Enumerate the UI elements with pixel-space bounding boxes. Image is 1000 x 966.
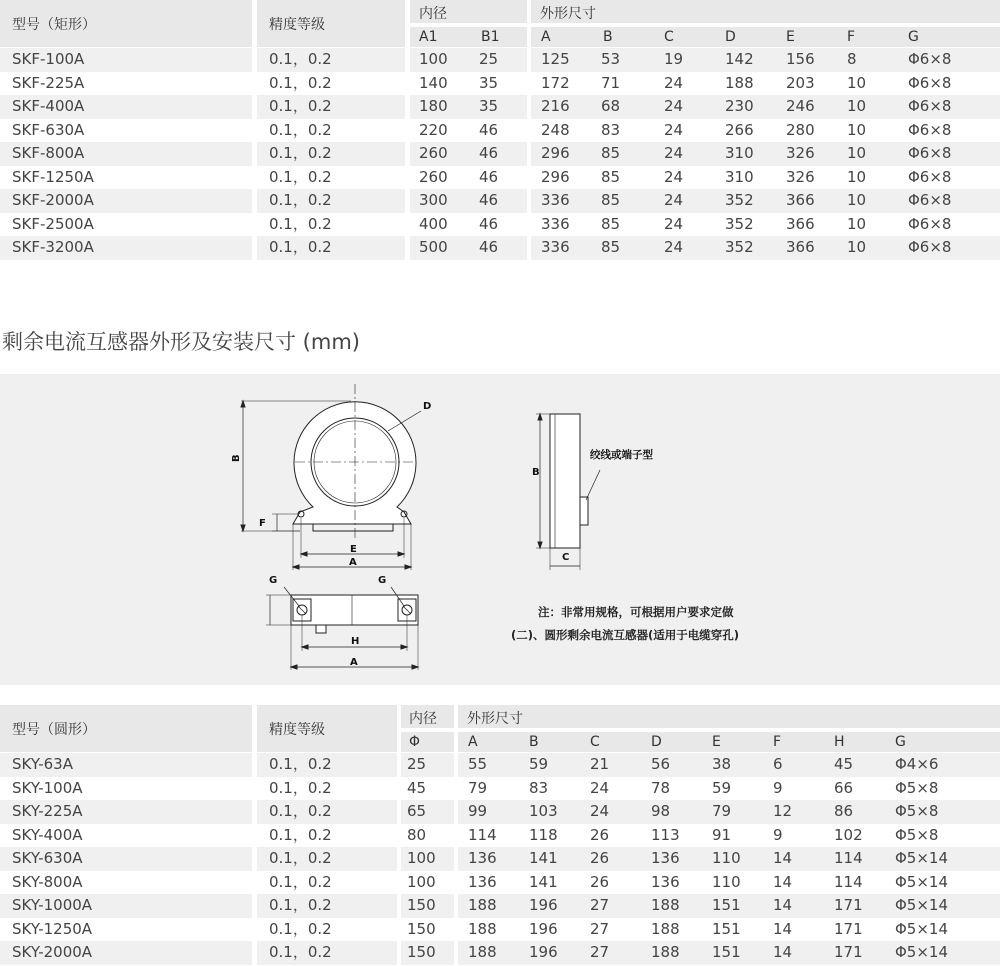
table-cell: 10: [847, 191, 867, 209]
table-cell: 38: [712, 755, 732, 773]
table-cell: 0.1，0.2: [269, 50, 332, 68]
header-inner: 内径: [409, 711, 437, 727]
table-cell: SKY-63A: [12, 755, 73, 773]
table-cell: SKY-2000A: [12, 943, 93, 961]
table-cell: 0.1，0.2: [269, 214, 332, 233]
table-cell: 0.1，0.2: [269, 120, 332, 139]
table-cell: 142: [725, 50, 754, 68]
table-cell: SKY-225A: [12, 802, 83, 820]
table-cell: 110: [712, 872, 741, 891]
table-cell: 26: [590, 825, 610, 844]
table-cell: 352: [725, 191, 754, 209]
table-cell: 53: [601, 50, 621, 68]
table-cell: 171: [834, 919, 863, 938]
table-cell: SKF-100A: [12, 50, 85, 68]
table-cell: 266: [725, 120, 754, 139]
table-cell: 85: [601, 238, 621, 256]
table-cell: 188: [468, 919, 497, 938]
table-cell: 114: [834, 872, 863, 891]
table-cell: SKY-100A: [12, 778, 83, 797]
header-accuracy: 精度等级: [269, 722, 325, 738]
table-row: [0, 777, 1000, 801]
table-cell: 366: [786, 191, 815, 209]
table-cell: 24: [664, 238, 684, 256]
table-cell: 102: [834, 825, 863, 844]
table-cell: Φ5×8: [895, 802, 939, 820]
label-d: D: [423, 401, 432, 412]
table-cell: 10: [847, 144, 867, 162]
table-cell: 0.1，0.2: [269, 73, 332, 92]
subheader-f: F: [847, 29, 856, 45]
subheader-d: D: [651, 734, 662, 750]
table-cell: 24: [664, 97, 684, 115]
table-row: [0, 48, 1000, 72]
table-cell: 24: [590, 802, 610, 820]
table-cell: 83: [601, 120, 621, 139]
subheader-phi: Φ: [409, 734, 421, 750]
table-cell: 0.1，0.2: [269, 943, 332, 961]
header-model: 型号（圆形）: [12, 722, 96, 738]
table-cell: 26: [590, 849, 610, 867]
ring-bottom-view: [291, 595, 418, 633]
table-cell: Φ6×8: [908, 191, 952, 209]
section-title: 剩余电流互感器外形及安装尺寸 (mm): [2, 330, 360, 354]
table-cell: SKF-2500A: [12, 214, 94, 233]
table-cell: 19: [664, 50, 684, 68]
table-cell: 0.1，0.2: [269, 238, 332, 256]
label-c: C: [562, 552, 570, 563]
table-cell: 25: [407, 755, 427, 773]
table-cell: 66: [834, 778, 854, 797]
table-cell: Φ5×14: [895, 919, 949, 938]
table-cell: 336: [541, 191, 570, 209]
diagram-panel: [0, 374, 1000, 685]
table-cell: 80: [407, 825, 427, 844]
table-cell: 0.1，0.2: [269, 919, 332, 938]
table-cell: 151: [712, 896, 741, 914]
label-e: E: [350, 544, 357, 555]
table-row: [0, 189, 1000, 213]
table-cell: 24: [664, 191, 684, 209]
table-cell: Φ4×6: [895, 755, 939, 773]
subheader-a1: A1: [419, 29, 438, 45]
table-cell: 0.1，0.2: [269, 755, 332, 773]
table-cell: 172: [541, 73, 570, 92]
table-cell: 8: [847, 50, 857, 68]
table-cell: 326: [786, 144, 815, 162]
table-cell: 336: [541, 214, 570, 233]
label-g-left: G: [269, 575, 278, 586]
table-cell: 280: [786, 120, 815, 139]
table-row: [0, 142, 1000, 166]
table-cell: 141: [529, 872, 558, 891]
table-cell: 35: [479, 97, 499, 115]
table-cell: Φ6×8: [908, 97, 952, 115]
table-cell: 0.1，0.2: [269, 896, 332, 914]
table-cell: 171: [834, 943, 863, 961]
table-cell: 180: [419, 97, 448, 115]
table-cell: 336: [541, 238, 570, 256]
label-b-side: B: [532, 467, 540, 478]
table-row: [0, 166, 1000, 190]
table-cell: Φ5×8: [895, 778, 939, 797]
table-cell: 46: [479, 167, 499, 186]
table-cell: 46: [479, 214, 499, 233]
subheader-e: E: [712, 734, 721, 750]
label-a-front: A: [349, 557, 357, 568]
table-cell: 46: [479, 191, 499, 209]
table-cell: 140: [419, 73, 448, 92]
table-row: [0, 95, 1000, 119]
table-row: [0, 72, 1000, 96]
table-cell: 110: [712, 849, 741, 867]
subheader-g: G: [895, 734, 906, 750]
header-outer-cell: [531, 0, 1000, 23]
table-row: [0, 753, 1000, 777]
table-cell: 0.1，0.2: [269, 802, 332, 820]
table-cell: 0.1，0.2: [269, 167, 332, 186]
table-cell: 310: [725, 167, 754, 186]
table-cell: 400: [419, 214, 448, 233]
table-cell: 91: [712, 825, 732, 844]
table-row: [0, 918, 1000, 942]
table-cell: Φ6×8: [908, 120, 952, 139]
table-cell: 150: [407, 896, 436, 914]
table-cell: 196: [529, 896, 558, 914]
table-cell: 310: [725, 144, 754, 162]
table-cell: 27: [590, 896, 610, 914]
label-g-right: G: [378, 575, 387, 586]
table-cell: 24: [664, 167, 684, 186]
table-cell: 248: [541, 120, 570, 139]
table-cell: 85: [601, 191, 621, 209]
table-cell: Φ5×14: [895, 943, 949, 961]
subheader-b: B: [529, 734, 539, 750]
table-cell: Φ5×8: [895, 825, 939, 844]
table-cell: 114: [834, 849, 863, 867]
table-cell: 0.1，0.2: [269, 849, 332, 867]
table-cell: 59: [529, 755, 549, 773]
table-cell: Φ5×14: [895, 849, 949, 867]
subheader-f: F: [773, 734, 782, 750]
table-cell: SKF-400A: [12, 97, 85, 115]
table-cell: SKY-1250A: [12, 919, 93, 938]
table-cell: 114: [468, 825, 497, 844]
table-row: [0, 236, 1000, 260]
table-cell: 86: [834, 802, 854, 820]
table-cell: 59: [712, 778, 732, 797]
table-cell: 25: [479, 50, 499, 68]
table-cell: 27: [590, 943, 610, 961]
subheader-a: A: [541, 29, 551, 45]
table-cell: 24: [664, 144, 684, 162]
table-cell: 85: [601, 214, 621, 233]
table-cell: 216: [541, 97, 570, 115]
header-outer: 外形尺寸: [540, 6, 596, 22]
table-cell: 9: [773, 825, 783, 844]
ring-side-view: [550, 414, 588, 548]
table-cell: 14: [773, 896, 793, 914]
table-cell: 98: [651, 802, 671, 820]
table-cell: 150: [407, 919, 436, 938]
table-cell: Φ6×8: [908, 238, 952, 256]
header-inner: 内径: [419, 6, 447, 22]
table-cell: 45: [407, 778, 427, 797]
table-cell: 230: [725, 97, 754, 115]
header-sub-outer-cell: [531, 27, 1000, 47]
table-cell: SKF-630A: [12, 120, 85, 139]
table-cell: 188: [651, 919, 680, 938]
table-cell: SKY-800A: [12, 872, 83, 891]
table-cell: 151: [712, 943, 741, 961]
table-cell: 79: [712, 802, 732, 820]
table-cell: 113: [651, 825, 680, 844]
table-cell: 14: [773, 919, 793, 938]
table-cell: 136: [651, 849, 680, 867]
table-cell: 10: [847, 238, 867, 256]
table-cell: 85: [601, 144, 621, 162]
table-cell: 300: [419, 191, 448, 209]
table-cell: SKF-225A: [12, 73, 85, 92]
table-row: [0, 824, 1000, 848]
header-outer: 外形尺寸: [467, 711, 523, 727]
table-cell: 99: [468, 802, 488, 820]
table-row: [0, 119, 1000, 143]
table-cell: 24: [664, 73, 684, 92]
dimension-drawing: [0, 374, 1000, 685]
table-cell: SKF-2000A: [12, 191, 94, 209]
header-sub-outer-cell: [458, 732, 1000, 752]
subheader-c: C: [664, 29, 674, 45]
label-f: F: [259, 518, 266, 529]
table-cell: 296: [541, 167, 570, 186]
table-cell: 171: [834, 896, 863, 914]
table-cell: 352: [725, 214, 754, 233]
subheader-a: A: [468, 734, 478, 750]
table-cell: 500: [419, 238, 448, 256]
table-cell: 65: [407, 802, 427, 820]
table-cell: 24: [664, 120, 684, 139]
header-outer-cell: [458, 705, 1000, 728]
custom-spec-note: 注：非常用规格，可根据用户要求定做: [538, 605, 734, 619]
table-cell: 45: [834, 755, 854, 773]
table-cell: Φ5×14: [895, 872, 949, 891]
table-cell: 366: [786, 238, 815, 256]
table-cell: 71: [601, 73, 621, 92]
table-cell: 188: [468, 943, 497, 961]
table-cell: 296: [541, 144, 570, 162]
table-cell: 14: [773, 872, 793, 891]
table-cell: 136: [651, 872, 680, 891]
table-cell: SKF-800A: [12, 144, 85, 162]
table-cell: Φ6×8: [908, 50, 952, 68]
table-row: [0, 213, 1000, 237]
table-cell: 10: [847, 73, 867, 92]
table-cell: 326: [786, 167, 815, 186]
subheader-b: B: [603, 29, 613, 45]
table-cell: 0.1，0.2: [269, 825, 332, 844]
table-cell: 188: [468, 896, 497, 914]
table-cell: 68: [601, 97, 621, 115]
table-cell: 100: [407, 849, 436, 867]
header-accuracy: 精度等级: [269, 17, 325, 33]
table-cell: 78: [651, 778, 671, 797]
table-cell: 14: [773, 849, 793, 867]
terminal-label: 绞线或端子型: [590, 449, 653, 461]
table-cell: 136: [468, 849, 497, 867]
table-cell: 10: [847, 214, 867, 233]
table-cell: 56: [651, 755, 671, 773]
table-cell: 9: [773, 778, 783, 797]
table-cell: 24: [590, 778, 610, 797]
table-row: [0, 800, 1000, 824]
table-cell: 26: [590, 872, 610, 891]
table-cell: 46: [479, 120, 499, 139]
table-cell: 188: [651, 943, 680, 961]
table-cell: 141: [529, 849, 558, 867]
table-cell: Φ6×8: [908, 73, 952, 92]
table-cell: Φ6×8: [908, 167, 952, 186]
table-cell: 118: [529, 825, 558, 844]
table-cell: 203: [786, 73, 815, 92]
label-h: H: [351, 636, 360, 647]
label-a-bottom: A: [350, 657, 358, 668]
table-cell: 366: [786, 214, 815, 233]
subheader-d: D: [725, 29, 736, 45]
table-cell: 12: [773, 802, 793, 820]
table-cell: 10: [847, 167, 867, 186]
subheader-h: H: [834, 734, 845, 750]
table-cell: 83: [529, 778, 549, 797]
ring-front-view: [293, 384, 416, 540]
table-cell: 196: [529, 943, 558, 961]
table-cell: SKF-3200A: [12, 238, 94, 256]
table-cell: 10: [847, 97, 867, 115]
table-cell: Φ6×8: [908, 214, 952, 233]
table-cell: 100: [419, 50, 448, 68]
table-cell: Φ6×8: [908, 144, 952, 162]
header-model: 型号（矩形）: [12, 17, 96, 33]
table-cell: 150: [407, 943, 436, 961]
subheader-b1: B1: [481, 29, 500, 45]
table-cell: 136: [468, 872, 497, 891]
table-cell: 10: [847, 120, 867, 139]
table-row: [0, 847, 1000, 871]
table-cell: 103: [529, 802, 558, 820]
table-cell: 55: [468, 755, 488, 773]
subheader-g: G: [908, 29, 919, 45]
table-cell: 156: [786, 50, 815, 68]
table-cell: 352: [725, 238, 754, 256]
table-cell: 188: [651, 896, 680, 914]
table-row: [0, 941, 1000, 965]
table-cell: 125: [541, 50, 570, 68]
table-cell: 0.1，0.2: [269, 144, 332, 162]
table-cell: 151: [712, 919, 741, 938]
table-cell: 220: [419, 120, 448, 139]
table-row: [0, 871, 1000, 895]
table-cell: 46: [479, 238, 499, 256]
table-row: [0, 894, 1000, 918]
table-cell: 0.1，0.2: [269, 191, 332, 209]
table-cell: 246: [786, 97, 815, 115]
subheader-c: C: [590, 734, 600, 750]
table-cell: SKY-1000A: [12, 896, 93, 914]
table-cell: 79: [468, 778, 488, 797]
table-cell: 188: [725, 73, 754, 92]
table-cell: 24: [664, 214, 684, 233]
table-cell: 100: [407, 872, 436, 891]
table-cell: 46: [479, 144, 499, 162]
table-cell: 0.1，0.2: [269, 97, 332, 115]
table-cell: SKY-400A: [12, 825, 83, 844]
table-cell: 35: [479, 73, 499, 92]
diagram-caption: (二)、圆形剩余电流互感器(适用于电缆穿孔): [511, 628, 740, 642]
table-cell: SKF-1250A: [12, 167, 94, 186]
table-cell: 0.1，0.2: [269, 872, 332, 891]
table-cell: 85: [601, 167, 621, 186]
table-cell: 260: [419, 167, 448, 186]
table-cell: Φ5×14: [895, 896, 949, 914]
table-cell: 14: [773, 943, 793, 961]
table-cell: 21: [590, 755, 610, 773]
label-b-front: B: [231, 454, 242, 462]
table-cell: SKY-630A: [12, 849, 83, 867]
table-cell: 260: [419, 144, 448, 162]
subheader-e: E: [786, 29, 795, 45]
table-cell: 0.1，0.2: [269, 778, 332, 797]
table-cell: 196: [529, 919, 558, 938]
table-cell: 6: [773, 755, 783, 773]
table-cell: 27: [590, 919, 610, 938]
